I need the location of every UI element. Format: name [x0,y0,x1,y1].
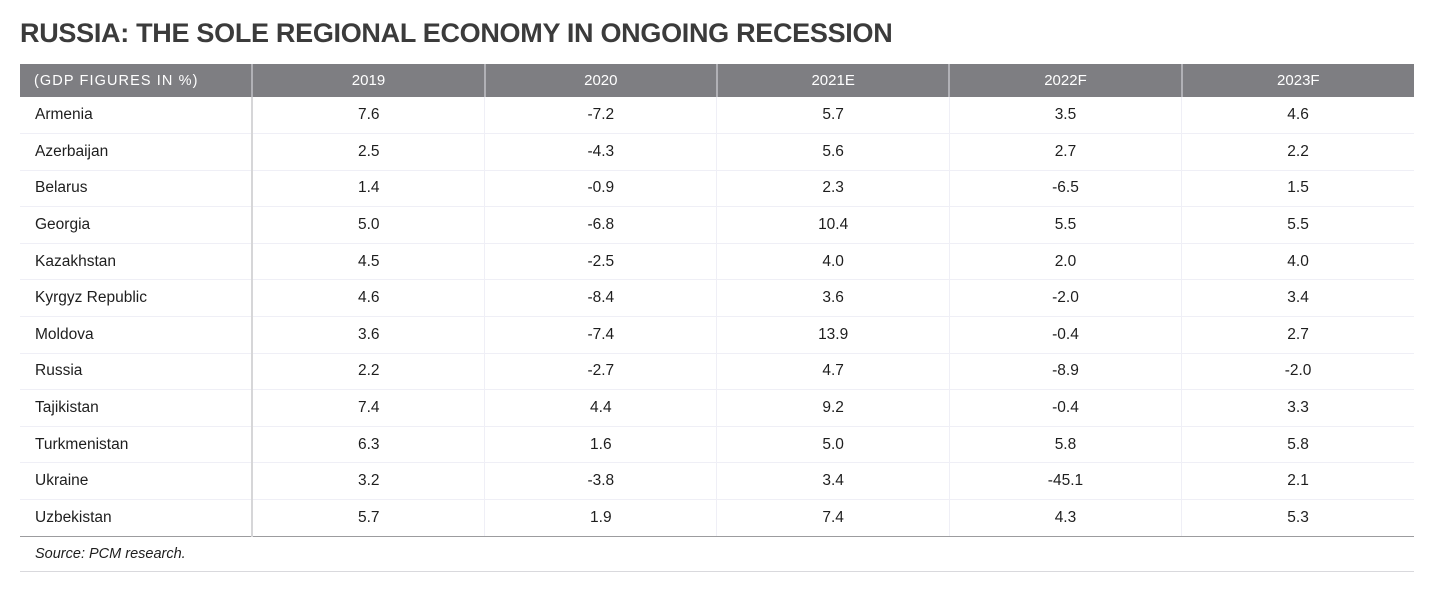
value-cell: 4.4 [485,390,717,427]
country-cell: Belarus [20,170,252,207]
value-cell: -7.4 [485,317,717,354]
value-cell: -0.4 [949,317,1181,354]
value-cell: 3.4 [717,463,949,500]
table-row [20,134,1414,171]
value-cell: -4.3 [485,134,717,171]
country-cell: Ukraine [20,463,252,500]
table-row [20,317,1414,354]
value-cell: -0.4 [949,390,1181,427]
value-cell: 7.4 [717,500,949,537]
value-cell: 2.7 [1182,317,1414,354]
value-cell: 3.4 [1182,280,1414,317]
value-cell: 2.2 [252,353,484,390]
table-row [20,500,1414,537]
value-cell: 5.8 [949,426,1181,463]
country-cell: Uzbekistan [20,500,252,537]
value-cell: 2.1 [1182,463,1414,500]
table-row [20,463,1414,500]
table-body [20,97,1414,536]
header-cell-2020: 2020 [485,64,717,97]
value-cell: -2.0 [1182,353,1414,390]
value-cell: 5.6 [717,134,949,171]
table-row [20,243,1414,280]
country-cell: Kazakhstan [20,243,252,280]
country-cell: Tajikistan [20,390,252,427]
value-cell: 3.5 [949,97,1181,134]
value-cell: 4.3 [949,500,1181,537]
value-cell: 5.7 [717,97,949,134]
header-cell-2019: 2019 [252,64,484,97]
value-cell: 3.6 [717,280,949,317]
value-cell: -2.7 [485,353,717,390]
value-cell: 10.4 [717,207,949,244]
value-cell: 7.6 [252,97,484,134]
country-cell: Georgia [20,207,252,244]
value-cell: 6.3 [252,426,484,463]
value-cell: 1.9 [485,500,717,537]
value-cell: -8.4 [485,280,717,317]
country-cell: Moldova [20,317,252,354]
table-row [20,97,1414,134]
value-cell: -3.8 [485,463,717,500]
value-cell: 2.7 [949,134,1181,171]
value-cell: -6.5 [949,170,1181,207]
table-row [20,426,1414,463]
value-cell: 2.0 [949,243,1181,280]
value-cell: 3.2 [252,463,484,500]
table-header-row [20,64,1414,97]
value-cell: 3.6 [252,317,484,354]
value-cell: 4.0 [1182,243,1414,280]
value-cell: 13.9 [717,317,949,354]
value-cell: 3.3 [1182,390,1414,427]
value-cell: 1.4 [252,170,484,207]
source-note: Source: PCM research. [20,537,1414,572]
value-cell: 2.2 [1182,134,1414,171]
value-cell: 5.8 [1182,426,1414,463]
value-cell: 2.3 [717,170,949,207]
header-cell-2023f: 2023F [1182,64,1414,97]
value-cell: 1.5 [1182,170,1414,207]
country-cell: Armenia [20,97,252,134]
value-cell: 5.5 [949,207,1181,244]
value-cell: 4.6 [252,280,484,317]
table-row [20,353,1414,390]
header-cell-2022f: 2022F [949,64,1181,97]
value-cell: 4.5 [252,243,484,280]
table-header [20,64,1414,97]
table-row [20,170,1414,207]
gdp-table [20,64,1414,537]
value-cell: 4.0 [717,243,949,280]
value-cell: 9.2 [717,390,949,427]
header-cell-2021e: 2021E [717,64,949,97]
value-cell: 5.0 [717,426,949,463]
value-cell: -45.1 [949,463,1181,500]
value-cell: 2.5 [252,134,484,171]
country-cell: Kyrgyz Republic [20,280,252,317]
header-cell-label: (GDP FIGURES IN %) [20,64,252,97]
table-row [20,390,1414,427]
country-cell: Russia [20,353,252,390]
value-cell: -0.9 [485,170,717,207]
value-cell: -2.5 [485,243,717,280]
value-cell: 4.7 [717,353,949,390]
value-cell: 5.5 [1182,207,1414,244]
value-cell: 4.6 [1182,97,1414,134]
value-cell: -2.0 [949,280,1181,317]
country-cell: Azerbaijan [20,134,252,171]
value-cell: -7.2 [485,97,717,134]
value-cell: 5.3 [1182,500,1414,537]
country-cell: Turkmenistan [20,426,252,463]
value-cell: 5.7 [252,500,484,537]
table-row [20,207,1414,244]
value-cell: 5.0 [252,207,484,244]
value-cell: 1.6 [485,426,717,463]
table-row [20,280,1414,317]
value-cell: -8.9 [949,353,1181,390]
value-cell: -6.8 [485,207,717,244]
page-title: RUSSIA: THE SOLE REGIONAL ECONOMY IN ONGOING RECESSION [20,18,893,48]
value-cell: 7.4 [252,390,484,427]
